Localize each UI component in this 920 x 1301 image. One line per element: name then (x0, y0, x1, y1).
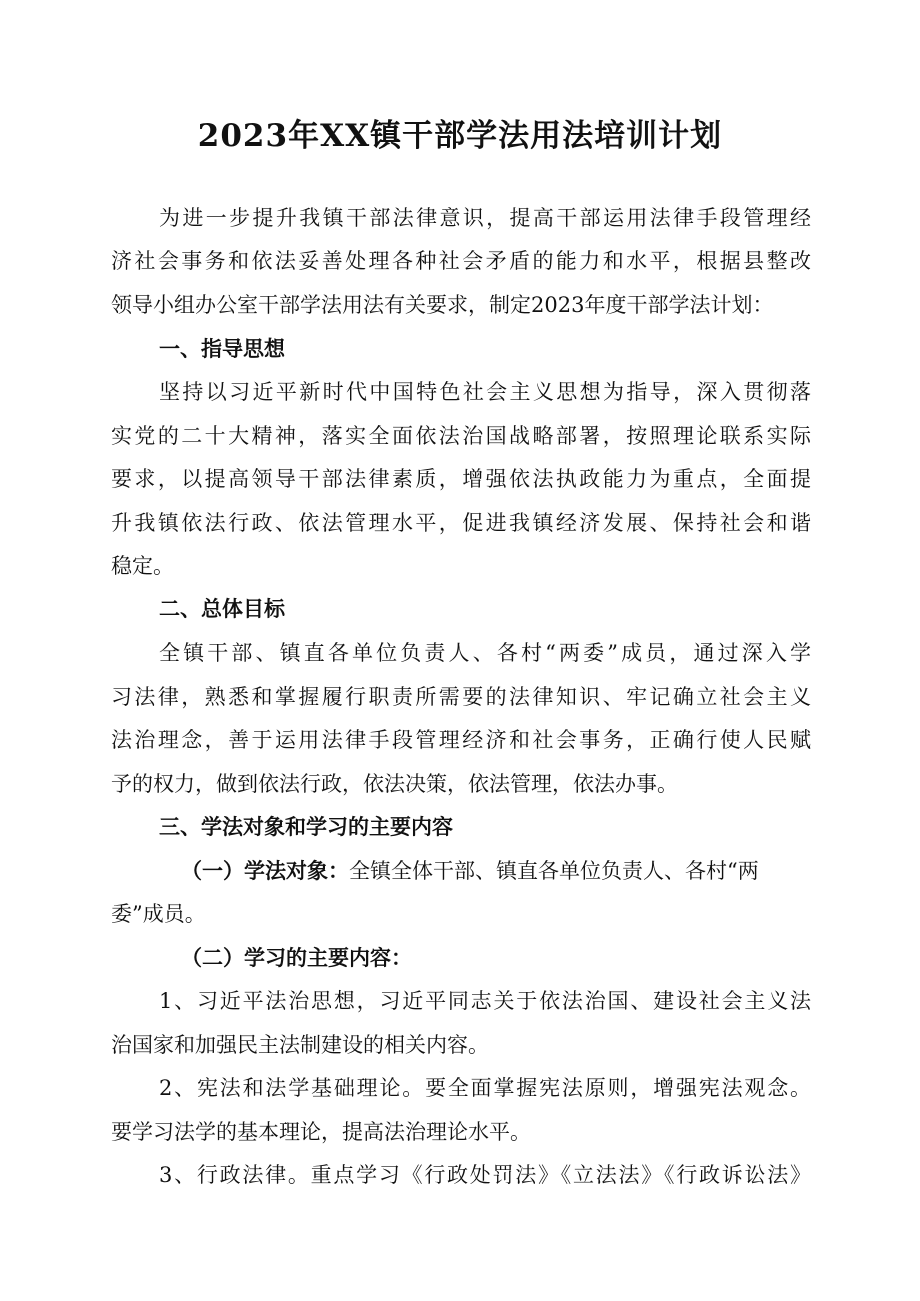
section2-line-2: 习法律，熟悉和掌握履行职责所需要的法律知识、牢记确立社会主义 (111, 685, 811, 709)
section3-item1-line-2: 治国家和加强民主法制建设的相关内容。 (111, 1033, 489, 1057)
section2-line-4: 予的权力，做到依法行政，依法决策，依法管理，依法办事。 (111, 772, 678, 796)
section3-sub1-label: （一）学法对象： (181, 859, 349, 883)
section1-line-3: 要求，以提高领导干部法律素质，增强依法执政能力为重点，全面提 (111, 467, 811, 491)
document-title: 2023年XX镇干部学法用法培训计划 (197, 118, 723, 154)
section2-line-3: 法治理念，善于运用法律手段管理经济和社会事务，正确行使人民赋 (111, 728, 811, 752)
intro-line-2: 济社会事务和依法妥善处理各种社会矛盾的能力和水平，根据县整改 (111, 249, 811, 273)
intro-line-3: 领导小组办公室干部学法用法有关要求，制定2023年度干部学法计划： (111, 293, 774, 317)
section3-item1-line-1: 1、习近平法治思想，习近平同志关于依法治国、建设社会主义法 (159, 989, 811, 1013)
section1-line-1: 坚持以习近平新时代中国特色社会主义思想为指导，深入贯彻落 (159, 380, 811, 404)
section1-line-4: 升我镇依法行政、依法管理水平，促进我镇经济发展、保持社会和谐 (111, 511, 811, 535)
section3-sub1-text: 全镇全体干部、镇直各单位负责人、各村“两 (349, 859, 759, 883)
section2-heading: 二、总体目标 (159, 597, 285, 621)
section2-line-1: 全镇干部、镇直各单位负责人、各村“两委”成员，通过深入学 (159, 641, 811, 665)
section3-heading: 三、学法对象和学习的主要内容 (159, 815, 453, 839)
section1-line-2: 实党的二十大精神，落实全面依法治国战略部署，按照理论联系实际 (111, 424, 811, 448)
section1-heading: 一、指导思想 (159, 337, 285, 361)
section3-item2-line-1: 2、宪法和法学基础理论。要全面掌握宪法原则，增强宪法观念。 (159, 1076, 811, 1100)
section3-item3-line-1: 3、行政法律。重点学习《行政处罚法》《立法法》《行政诉讼法》 (159, 1163, 811, 1187)
section3-sub1-line-2: 委”成员。 (111, 902, 206, 926)
section3-item2-line-2: 要学习法学的基本理论，提高法治理论水平。 (111, 1120, 531, 1144)
section3-sub1-line-1 (181, 850, 811, 893)
intro-line-1: 为进一步提升我镇干部法律意识，提高干部运用法律手段管理经 (159, 206, 811, 230)
section1-line-5: 稳定。 (111, 554, 174, 578)
section3-sub2-label: （二）学习的主要内容： (181, 946, 412, 970)
